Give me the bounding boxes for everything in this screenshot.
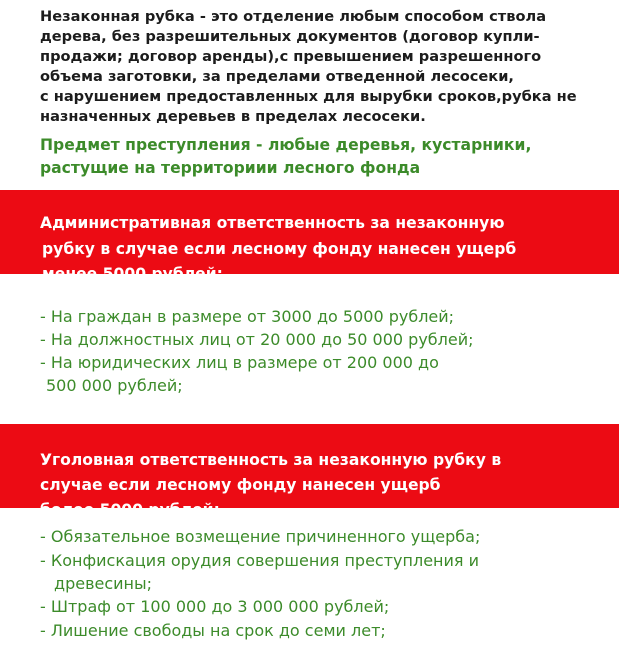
- admin-heading-line: Административная ответственность за незаконную: [40, 213, 505, 232]
- criminal-heading-line: более 5000 рублей:: [40, 500, 220, 519]
- admin-liability-banner: [0, 190, 619, 283]
- admin-heading-line: рубку в случае если лесному фонду нанесен ущерб: [42, 239, 517, 258]
- list-item: - На должностных лиц от 20 000 до 50 000 рублей;: [40, 330, 474, 349]
- list-item: 500 000 рублей;: [46, 376, 183, 395]
- definition-line: Незаконная рубка - это отделение любым способом ствола: [40, 8, 547, 25]
- criminal-liability-banner: [0, 424, 619, 519]
- definition-line: дерева, без разрешительных документов (договор купли-: [40, 28, 540, 45]
- definition-line: назначенных деревьев в пределах лесосеки.: [40, 108, 426, 125]
- definition-line: продажи; договор аренды),с превышением разрешенного: [40, 48, 542, 65]
- criminal-heading-line: случае если лесному фонду нанесен ущерб: [40, 475, 441, 494]
- admin-heading-line: менее 5000 рублей:: [42, 264, 223, 283]
- subject-line: растущие на территориии лесного фонда: [40, 159, 421, 177]
- criminal-heading-line: Уголовная ответственность за незаконную рубку в: [40, 450, 502, 469]
- list-item: - Лишение свободы на срок до семи лет;: [40, 621, 386, 640]
- definition-line: объема заготовки, за пределами отведенной лесосеки,: [40, 68, 514, 85]
- subject-line: Предмет преступления - любые деревья, кустарники,: [40, 136, 532, 154]
- list-item: - Штраф от 100 000 до 3 000 000 рублей;: [40, 597, 390, 616]
- list-item: - Обязательное возмещение причиненного ущерба;: [40, 527, 481, 546]
- list-item: - На граждан в размере от 3000 до 5000 рублей;: [40, 307, 455, 326]
- definition-line: с нарушением предоставленных для вырубки сроков,рубка не: [40, 88, 577, 105]
- list-item: - Конфискация орудия совершения преступления и: [40, 551, 480, 570]
- list-item: древесины;: [54, 574, 153, 593]
- list-item: - На юридических лиц в размере от 200 000 до: [40, 353, 439, 372]
